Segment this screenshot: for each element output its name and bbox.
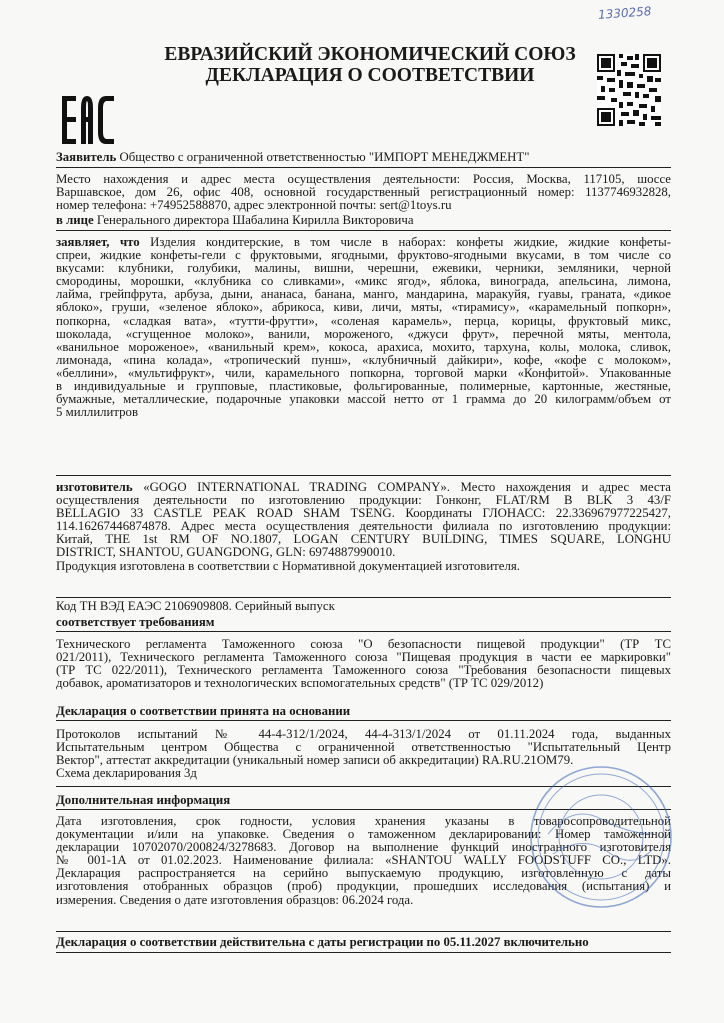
address-line: Варшавское, дом 26, офис 408, основной государственный регистрационный номер: 1137746932828, [56, 185, 671, 200]
manufacturer-line: DISTRICT, SHANTOU, GUANGDONG, GLN: 6974887990010. [56, 545, 396, 560]
additional-line: Дата изготовления, срок годности, условия хранения указаны в товаросопроводительной [56, 814, 671, 828]
requirements-line: 021/2011), Технического регламента Таможенного союза "Пищевая продукция в части ее маркировки" [56, 650, 671, 665]
address-line: номер телефона: +74952588870, адрес электронной почты: sert@1toys.ru [56, 198, 452, 213]
product-line: «ванильное мороженое», «ванильный крем», кокоса, арахиса, мохито, тархуна, колы, молока, сливок, [56, 339, 671, 354]
divider [56, 931, 671, 932]
product-line: бумажные, металлические, подарочные упаковки массой нетто от 1 грамма до 20 килограмм/объем от [56, 392, 671, 407]
requirements-text [56, 638, 671, 690]
manufacturer-label: изготовитель [56, 480, 133, 494]
basis-line: Испытательным центром Общества с ограниченной ответственностью "Испытательный Центр [56, 740, 671, 755]
additional-line: изготовления отобранных образцов (проб) продукции, прошедших исследования (испытания) и [56, 879, 671, 894]
manufacturer-line: Китай, THE 1st RM OF NO.1807, LOGAN CENTURY BUILDING, TIMES SQUARE, LONGHU [56, 532, 671, 547]
additional-line: измерения. Сведения о дате изготовления образцов: 06.2024 года. [56, 892, 414, 907]
manufacturer-line: BELLAGIO 33 CASTLE PEAK ROAD SHAM TSENG. Координаты ГЛОНАСС: 22.336967977225427, [56, 506, 671, 521]
divider [56, 631, 671, 632]
manufacturer-line: осуществления деятельности по изготовлению продукции: Гонконг, FLAT/RM B BLK 3 43/F [56, 493, 671, 508]
additional-section [56, 794, 671, 807]
requirements-line: Технического регламента Таможенного союза "О безопасности пищевой продукции" (ТР ТС [56, 637, 671, 651]
divider [56, 475, 671, 476]
declares-label: заявляет, что [56, 235, 140, 249]
product-line: яблоко», груши, «зеленое яблоко», абрикоса, киви, личи, мяты, «тирамису», «карамельный попкорн», [56, 300, 671, 315]
product-line: «беллини», «мультифрукт», чили, карамельного попкорна, торговой марки «Конфитой». Упакованные [56, 365, 671, 380]
additional-label: Дополнительная информация [56, 793, 231, 807]
qr-code-image [597, 54, 661, 126]
eac-mark-logo [62, 96, 114, 144]
divider [56, 597, 671, 598]
product-line: спреи, жидкие конфеты-гели с фруктовыми, ягодными, фруктово-ягодными вкусами, в том числе со [56, 248, 671, 263]
title-declaration: ДЕКЛАРАЦИЯ О СООТВЕТСТВИИ [205, 65, 535, 86]
manufacturer-line: изготовитель «GOGO INTERNATIONAL TRADING COMPANY». Место нахождения и адрес места [56, 480, 671, 494]
divider [56, 230, 671, 231]
requirements-label: соответствует требованиям [56, 615, 215, 629]
hs-code-line: Код ТН ВЭД ЕАЭС 2106909808. Серийный выпуск [56, 599, 335, 613]
normative-line: Продукция изготовлена в соответствии с Нормативной документацией изготовителя. [56, 558, 520, 573]
product-line: в индивидуальные и групповые, пластиковые, фольгированные, полимерные, картонные, жестяные, [56, 379, 671, 394]
representative-label: в лице [56, 213, 94, 227]
additional-line: декларации 10702070/200824/3278683. Договор на выполнение функций иностранного изготовителя [56, 840, 671, 855]
handwritten-note: 1330258 [597, 4, 652, 22]
representative-name: Генерального директора Шабалина Кирилла Викторовича [96, 213, 414, 227]
additional-line: документации и/или на упаковке. Сведения о таможенном декларировании: Номер таможенной [56, 827, 671, 842]
manufacturer-section [56, 481, 671, 573]
basis-line: Схема декларирования 3д [56, 766, 197, 781]
additional-line: № 001-1А от 01.02.2023. Наименование филиала: «SHANTOU WALLY FOODSTUFF CO., LTD». [56, 853, 671, 868]
product-line: вкусами: клубники, голубики, малины, вишни, черешни, ежевики, черники, земляники, черной [56, 261, 671, 276]
product-description [56, 236, 671, 419]
divider [56, 809, 671, 810]
representative-line [56, 214, 671, 227]
additional-line: Декларация распространяется на серийно выпускаемую продукцию, изготовленную с даты [56, 866, 671, 881]
basis-text [56, 728, 671, 780]
product-line: заявляет, что Изделия кондитерские, в том числе в наборах: конфеты жидкие, жидкие конфеты- [56, 235, 672, 249]
applicant-label: Заявитель [56, 150, 117, 164]
basis-label: Декларация о соответствии принята на основании [56, 704, 351, 718]
additional-text [56, 815, 671, 907]
product-line: 5 миллилитров [56, 405, 138, 420]
document-title [150, 44, 590, 86]
product-line: попкорна, «сладкая вата», «тутти-фрутти», «соленая карамель», перца, корицы, фруктовый микс, [56, 313, 671, 328]
validity-line: Декларация о соответствии действительна с даты регистрации по 05.11.2027 включительно [56, 935, 589, 949]
requirements-section [56, 616, 671, 629]
basis-line: Вектор", аттестат аккредитации (уникальный номер записи об аккредитации) RA.RU.21ОМ79. [56, 753, 574, 768]
applicant-name: Общество с ограниченной ответственностью "ИМПОРТ МЕНЕДЖМЕНТ" [119, 150, 530, 164]
divider [56, 952, 671, 953]
divider [56, 786, 671, 787]
product-line: лимонада, «пина колада», «тропический пунш», «клубничный дайкири», кофе, «кофе с молоком», [56, 352, 671, 367]
divider [56, 167, 671, 168]
product-line: шоколада, «сгущенное молоко», ванили, мороженого, «джуси фрут», перечной мяты, ментола, [56, 326, 671, 341]
title-union: ЕВРАЗИЙСКИЙ ЭКОНОМИЧЕСКИЙ СОЮЗ [164, 44, 576, 65]
applicant-line [56, 151, 671, 164]
manufacturer-line: 114.16267446874878. Адрес места осуществления деятельности филиала по изготовлению продукции: [56, 519, 671, 534]
product-line: лайма, грейпфрута, арбуза, дыни, ананаса, банана, манго, мандарина, маракуйя, гуавы, граната, «дикое [56, 287, 671, 302]
divider [56, 720, 671, 721]
applicant-address [56, 173, 671, 212]
address-line: Место нахождения и адрес места осуществления деятельности: Россия, Москва, 117105, шоссе [56, 172, 671, 186]
requirements-line: добавок, ароматизаторов и технологических вспомогательных средств" (ТР ТС 029/2012) [56, 676, 544, 691]
product-line: смородины, морошки, «клубника со сливками», «микс ягод», яблока, винограда, апельсина, лимона, [56, 274, 671, 289]
basis-line: Протоколов испытаний № 44-4-312/1/2024, 44-4-313/1/2024 от 01.11.2024 года, выданных [56, 727, 671, 741]
basis-section [56, 705, 671, 718]
requirements-line: (ТР ТС 022/2011), Технического регламента Таможенного союза "Требования безопасности пищевых [56, 663, 671, 678]
